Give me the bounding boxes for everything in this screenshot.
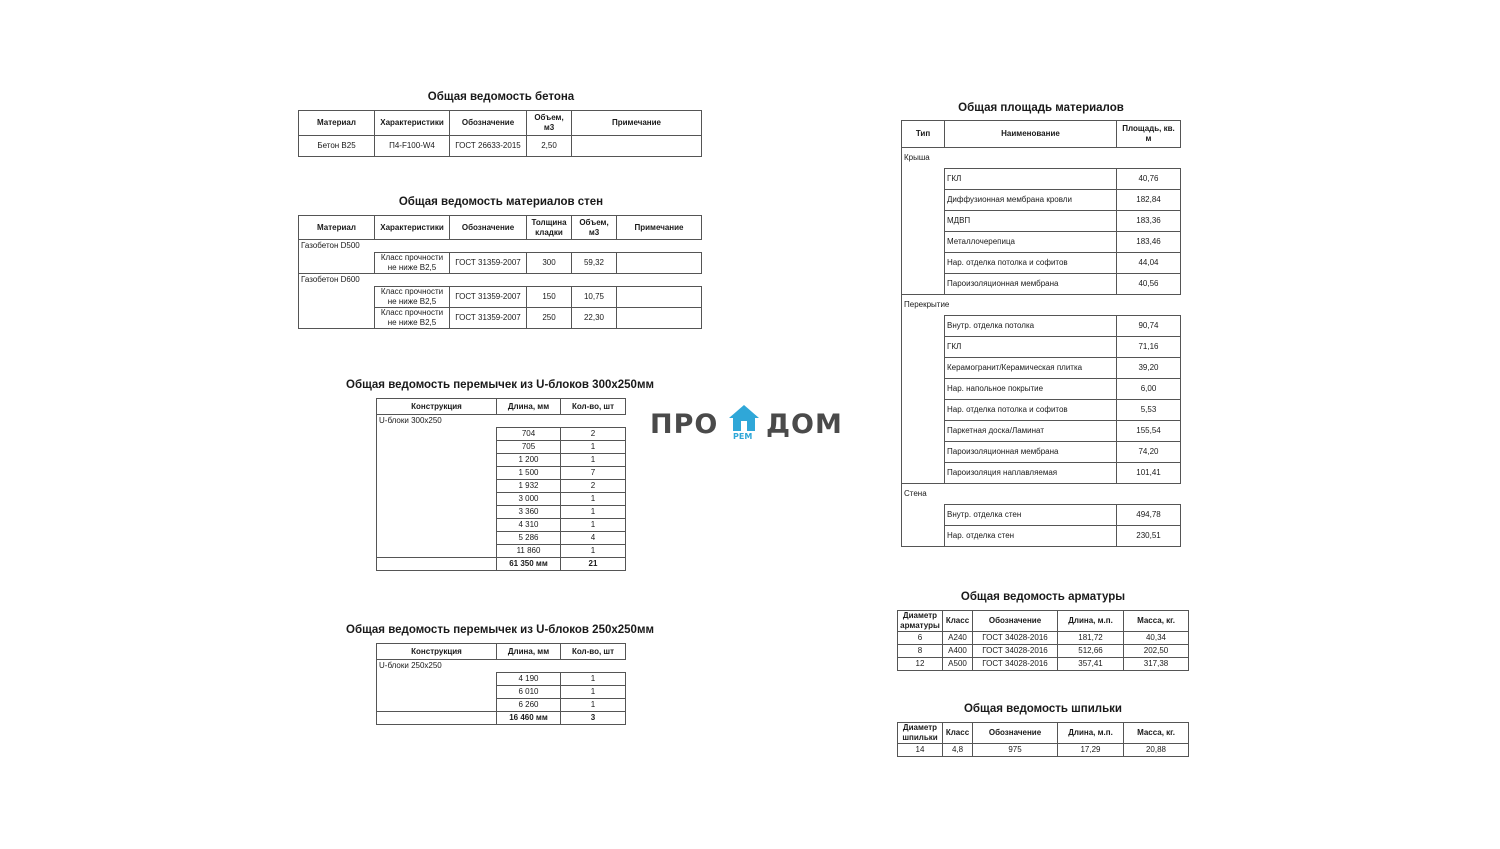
cell: 183,46 (1117, 232, 1181, 253)
table-row (898, 632, 1189, 645)
cell: 1 (561, 673, 626, 686)
cell: 1 (561, 519, 626, 532)
cell: 975 (973, 744, 1058, 757)
table-row (902, 316, 1181, 337)
cell: Диффузионная мембрана кровли (945, 190, 1117, 211)
total-row (377, 712, 626, 725)
col-header: Примечание (572, 111, 702, 136)
cell: Пароизоляция наплавляемая (945, 463, 1117, 484)
table-row (902, 169, 1181, 190)
lintels250-table (376, 643, 626, 725)
table-row (377, 673, 626, 686)
col-header: Характеристики (375, 216, 450, 240)
total-length: 61 350 мм (497, 558, 561, 571)
cell: 71,16 (1117, 337, 1181, 358)
cell: 14 (898, 744, 943, 757)
cell: Внутр. отделка потолка (945, 316, 1117, 337)
cell: 2,50 (527, 136, 572, 157)
cell: 300 (527, 253, 572, 274)
total-count: 21 (561, 558, 626, 571)
cell: 1 (561, 686, 626, 699)
cell: 1 (561, 506, 626, 519)
cell: 2 (561, 428, 626, 441)
cell: А500 (943, 658, 973, 671)
cell: 74,20 (1117, 442, 1181, 463)
cell: 90,74 (1117, 316, 1181, 337)
cell: 512,66 (1058, 645, 1124, 658)
cell: 2 (561, 480, 626, 493)
cell: Класс прочности не ниже В2,5 (375, 308, 450, 329)
cell: ГОСТ 31359-2007 (450, 287, 527, 308)
studs-table (897, 722, 1189, 757)
walls-title: Общая ведомость материалов стен (398, 196, 604, 208)
logo-text-pro: ПРО (650, 409, 719, 440)
cell: 11 860 (497, 545, 561, 558)
cell: 6 260 (497, 699, 561, 712)
group-label: U-блоки 250х250 (377, 660, 626, 673)
col-header: Наименование (945, 121, 1117, 148)
cell: 1 932 (497, 480, 561, 493)
rebar-title: Общая ведомость арматуры (960, 591, 1126, 603)
col-header: Толщина кладки (527, 216, 572, 240)
table-row (299, 253, 702, 274)
cell: 181,72 (1058, 632, 1124, 645)
cell: Металлочерепица (945, 232, 1117, 253)
col-header: Диаметр шпильки (898, 723, 943, 744)
cell: 182,84 (1117, 190, 1181, 211)
cell: 101,41 (1117, 463, 1181, 484)
logo-text-rem: РЕМ (733, 432, 753, 441)
cell: 6,00 (1117, 379, 1181, 400)
lintels300-table (376, 398, 626, 571)
cell: 494,78 (1117, 505, 1181, 526)
cell: 1 (561, 441, 626, 454)
group-label: Крыша (902, 148, 1181, 169)
col-header: Длина, мм (497, 399, 561, 415)
cell: 4,8 (943, 744, 973, 757)
total-length: 16 460 мм (497, 712, 561, 725)
col-header: Обозначение (973, 611, 1058, 632)
walls-table (298, 215, 702, 329)
table-row (377, 428, 626, 441)
col-header: Объем, м3 (572, 216, 617, 240)
col-header: Обозначение (450, 216, 527, 240)
cell: Пароизоляционная мембрана (945, 274, 1117, 295)
cell (617, 308, 702, 329)
cell: 40,56 (1117, 274, 1181, 295)
cell: 6 (898, 632, 943, 645)
cell: 250 (527, 308, 572, 329)
cell: 1 (561, 454, 626, 467)
col-header: Примечание (617, 216, 702, 240)
cell: Нар. отделка потолка и софитов (945, 400, 1117, 421)
col-header: Конструкция (377, 644, 497, 660)
cell: А400 (943, 645, 973, 658)
cell: Класс прочности не ниже В2,5 (375, 253, 450, 274)
table-row (299, 136, 702, 157)
group-label: Газобетон D500 (299, 240, 702, 253)
cell: Внутр. отделка стен (945, 505, 1117, 526)
cell: 59,32 (572, 253, 617, 274)
cell: 5 286 (497, 532, 561, 545)
cell: Класс прочности не ниже В2,5 (375, 287, 450, 308)
cell: 8 (898, 645, 943, 658)
cell: Нар. отделка стен (945, 526, 1117, 547)
cell: 40,76 (1117, 169, 1181, 190)
cell: 6 010 (497, 686, 561, 699)
col-header: Материал (299, 111, 375, 136)
cell: ГКЛ (945, 169, 1117, 190)
cell: Нар. напольное покрытие (945, 379, 1117, 400)
col-header: Тип (902, 121, 945, 148)
cell: 1 (561, 699, 626, 712)
cell (617, 287, 702, 308)
cell: Паркетная доска/Ламинат (945, 421, 1117, 442)
cell: 7 (561, 467, 626, 480)
cell: 1 (561, 493, 626, 506)
cell: ГОСТ 34028-2016 (973, 645, 1058, 658)
cell: ГОСТ 31359-2007 (450, 253, 527, 274)
cell: ГОСТ 34028-2016 (973, 658, 1058, 671)
col-header: Кол-во, шт (561, 399, 626, 415)
cell: 4 (561, 532, 626, 545)
col-header: Объем, м3 (527, 111, 572, 136)
cell: П4-F100-W4 (375, 136, 450, 157)
cell: ГКЛ (945, 337, 1117, 358)
cell: 5,53 (1117, 400, 1181, 421)
group-label: Перекрытие (902, 295, 1181, 316)
cell: Нар. отделка потолка и софитов (945, 253, 1117, 274)
cell: 183,36 (1117, 211, 1181, 232)
cell: 317,38 (1124, 658, 1189, 671)
cell (572, 136, 702, 157)
cell: 3 000 (497, 493, 561, 506)
concrete-title: Общая ведомость бетона (427, 91, 575, 103)
cell: 704 (497, 428, 561, 441)
col-header: Обозначение (973, 723, 1058, 744)
logo-text-dom: ДОМ (766, 409, 843, 440)
cell: ГОСТ 34028-2016 (973, 632, 1058, 645)
cell: Бетон В25 (299, 136, 375, 157)
cell: ГОСТ 26633-2015 (450, 136, 527, 157)
cell: А240 (943, 632, 973, 645)
table-row (902, 505, 1181, 526)
cell (617, 253, 702, 274)
col-header: Длина, м.п. (1058, 723, 1124, 744)
table-row (898, 658, 1189, 671)
rebar-table (897, 610, 1189, 671)
cell: 4 190 (497, 673, 561, 686)
prodom-logo (650, 404, 850, 444)
col-header: Площадь, кв. м (1117, 121, 1181, 148)
cell: 20,88 (1124, 744, 1189, 757)
group-label: U-блоки 300х250 (377, 415, 626, 428)
total-count: 3 (561, 712, 626, 725)
table-row (898, 645, 1189, 658)
group-label: Стена (902, 484, 1181, 505)
col-header: Материал (299, 216, 375, 240)
cell: ГОСТ 31359-2007 (450, 308, 527, 329)
table-row (299, 287, 702, 308)
total-row (377, 558, 626, 571)
areas-table (901, 120, 1181, 547)
cell: 155,54 (1117, 421, 1181, 442)
cell: Пароизоляционная мембрана (945, 442, 1117, 463)
lintels250-title: Общая ведомость перемычек из U-блоков 250х250мм (346, 624, 654, 636)
group-label: Газобетон D600 (299, 274, 702, 287)
cell: 4 310 (497, 519, 561, 532)
areas-title: Общая площадь материалов (958, 102, 1124, 114)
cell: 17,29 (1058, 744, 1124, 757)
cell: 22,30 (572, 308, 617, 329)
cell: 1 500 (497, 467, 561, 480)
cell: 39,20 (1117, 358, 1181, 379)
cell: 230,51 (1117, 526, 1181, 547)
cell: 10,75 (572, 287, 617, 308)
cell: 202,50 (1124, 645, 1189, 658)
col-header: Длина, мм (497, 644, 561, 660)
col-header: Класс (943, 723, 973, 744)
col-header: Характеристики (375, 111, 450, 136)
cell: 12 (898, 658, 943, 671)
col-header: Класс (943, 611, 973, 632)
col-header: Масса, кг. (1124, 611, 1189, 632)
table-row (898, 744, 1189, 757)
col-header: Конструкция (377, 399, 497, 415)
cell: 1 200 (497, 454, 561, 467)
studs-title: Общая ведомость шпильки (963, 703, 1122, 715)
cell: 357,41 (1058, 658, 1124, 671)
col-header: Масса, кг. (1124, 723, 1189, 744)
concrete-table (298, 110, 702, 157)
cell: 150 (527, 287, 572, 308)
col-header: Обозначение (450, 111, 527, 136)
cell: 40,34 (1124, 632, 1189, 645)
col-header: Диаметр арматуры (898, 611, 943, 632)
cell: МДВП (945, 211, 1117, 232)
cell: 705 (497, 441, 561, 454)
cell: Керамогранит/Керамическая плитка (945, 358, 1117, 379)
cell: 44,04 (1117, 253, 1181, 274)
lintels300-title: Общая ведомость перемычек из U-блоков 300х250мм (346, 379, 654, 391)
cell: 3 360 (497, 506, 561, 519)
col-header: Длина, м.п. (1058, 611, 1124, 632)
col-header: Кол-во, шт (561, 644, 626, 660)
cell: 1 (561, 545, 626, 558)
